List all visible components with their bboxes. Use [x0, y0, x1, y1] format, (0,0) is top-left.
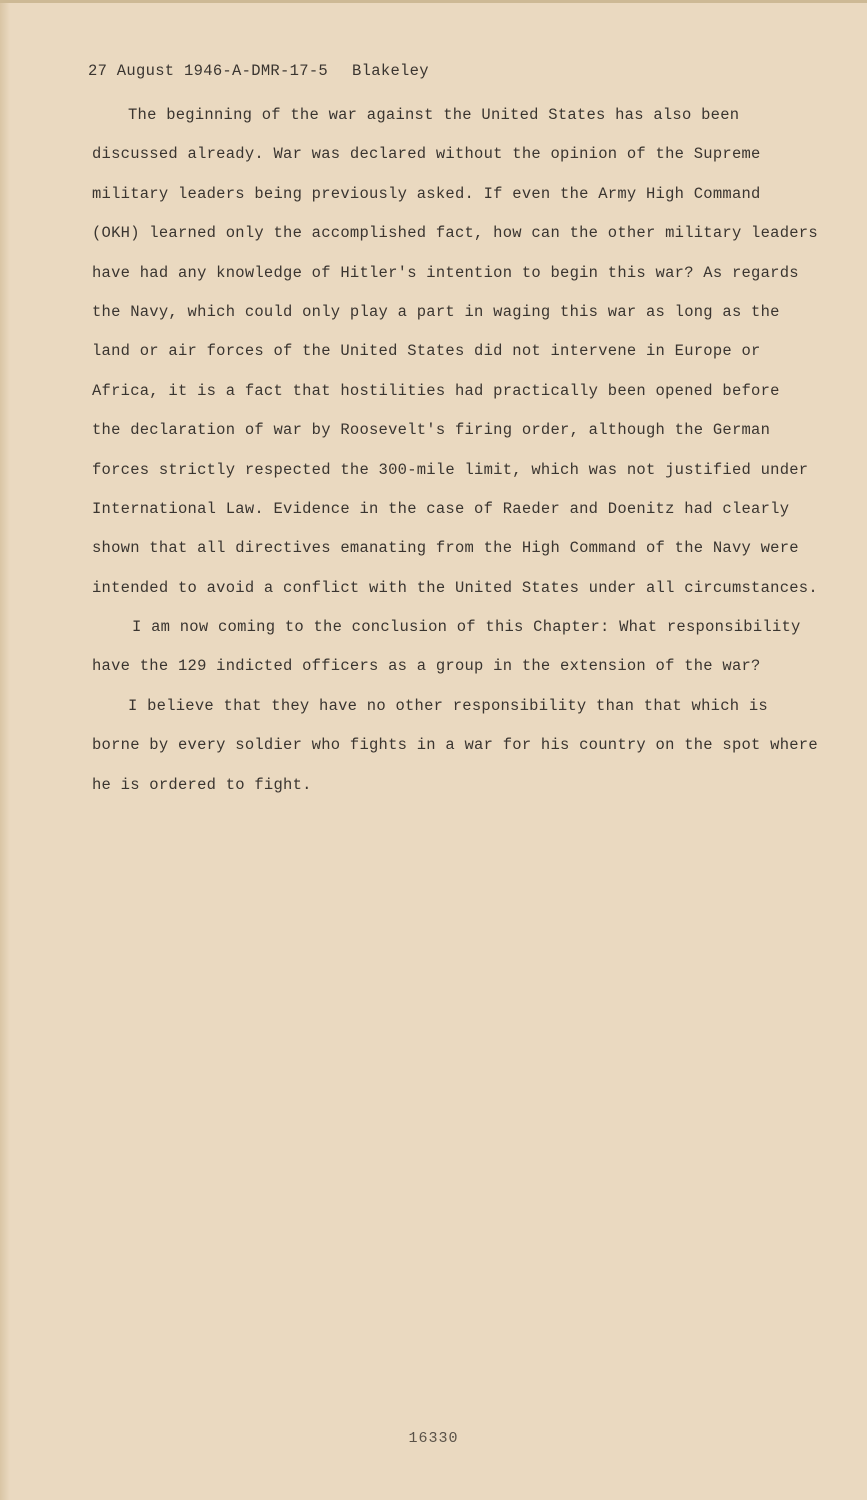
transcript-reference: 27 August 1946-A-DMR-17-5: [88, 62, 329, 80]
text-line: the Navy, which could only play a part in waging this war as long as the: [92, 302, 780, 321]
text-line: the declaration of war by Roosevelt's firing order, although the German: [92, 421, 771, 440]
document-header: [88, 62, 429, 80]
text-line: intended to avoid a conflict with the United States under all circumstances.: [92, 578, 818, 597]
text-line: I believe that they have no other responsibility than that which is: [128, 696, 768, 715]
text-line: borne by every soldier who fights in a war for his country on the spot where: [92, 736, 818, 755]
text-line: discussed already. War was declared without the opinion of the Supreme: [92, 145, 761, 164]
reporter-name: Blakeley: [352, 62, 429, 80]
text-line: shown that all directives emanating from the High Command of the Navy were: [92, 539, 799, 558]
text-line: (OKH) learned only the accomplished fact, how can the other military leaders: [92, 224, 818, 243]
page-number: 16330: [408, 1430, 459, 1447]
text-line: have the 129 indicted officers as a group in the extension of the war?: [92, 657, 761, 676]
document-body: [92, 96, 832, 805]
text-line: land or air forces of the United States did not intervene in Europe or: [92, 342, 761, 361]
text-line: I am now coming to the conclusion of this Chapter: What responsibility: [132, 618, 801, 637]
text-line: have had any knowledge of Hitler's intention to begin this war? As regards: [92, 263, 799, 282]
text-line: military leaders being previously asked. If even the Army High Command: [92, 184, 761, 203]
text-line: International Law. Evidence in the case of Raeder and Doenitz had clearly: [92, 499, 790, 518]
text-line: The beginning of the war against the United States has also been: [128, 106, 740, 124]
text-line: he is ordered to fight.: [92, 775, 312, 794]
text-line: forces strictly respected the 300-mile limit, which was not justified under: [92, 460, 809, 479]
text-line: Africa, it is a fact that hostilities had practically been opened before: [92, 381, 780, 400]
